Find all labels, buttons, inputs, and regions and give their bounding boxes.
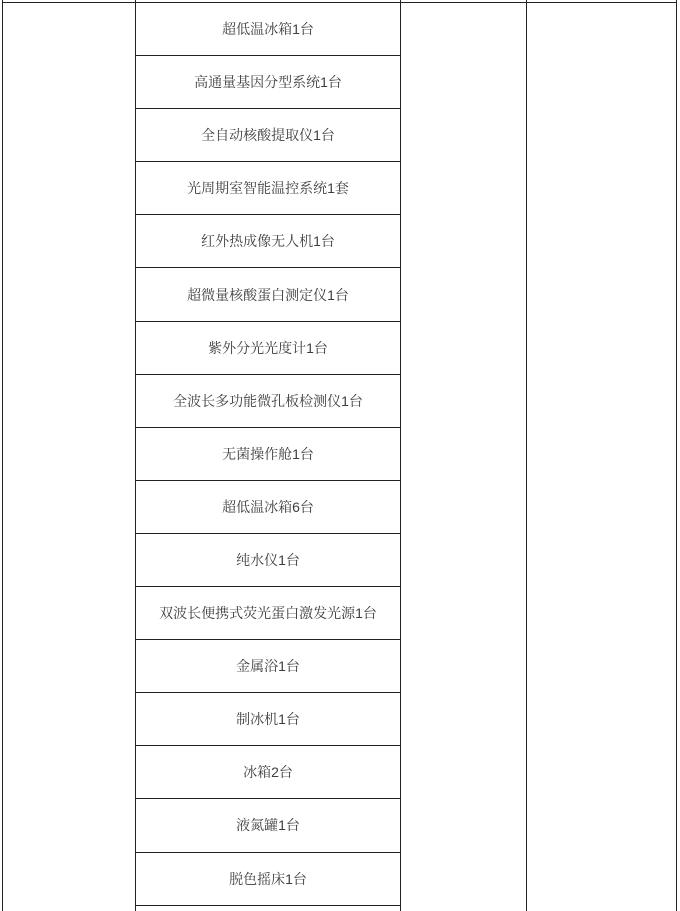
table-row: [136, 322, 400, 375]
table-row: [136, 56, 400, 109]
equipment-label: 超微量核酸蛋白测定仪1台: [187, 286, 349, 303]
table-row: [136, 693, 400, 746]
table-row: [136, 481, 400, 534]
empty-cell-middle: [401, 3, 526, 911]
empty-cell-right: [527, 3, 676, 911]
equipment-label: 金属浴1台: [236, 658, 300, 675]
equipment-label: 超低温冰箱6台: [222, 498, 314, 515]
table-row: [136, 375, 400, 428]
table-row: [136, 162, 400, 215]
table-row: [136, 587, 400, 640]
table-row: [136, 534, 400, 587]
empty-cell-left: [3, 3, 135, 911]
equipment-label: 无菌操作舱1台: [222, 445, 314, 462]
equipment-label: 液氮罐1台: [236, 817, 300, 834]
table-border-right: [676, 0, 677, 911]
table-row: [136, 746, 400, 799]
equipment-column: [136, 3, 400, 911]
table-row: [136, 268, 400, 321]
equipment-label: 超低温冰箱1台: [222, 21, 314, 38]
table-row: [136, 428, 400, 481]
table-row: [136, 215, 400, 268]
table-row-partial: [136, 906, 400, 911]
table-row: [136, 799, 400, 852]
table-row: [136, 640, 400, 693]
equipment-label: 光周期室智能温控系统1套: [187, 180, 349, 197]
table-row: [136, 853, 400, 906]
equipment-label: 紫外分光光度计1台: [208, 339, 328, 356]
table-row: [136, 3, 400, 56]
equipment-label: 高通量基因分型系统1台: [194, 74, 342, 91]
equipment-label: 双波长便携式荧光蛋白激发光源1台: [159, 605, 377, 622]
equipment-label: 脱色摇床1台: [229, 870, 307, 887]
equipment-label: 全波长多功能微孔板检测仪1台: [173, 392, 363, 409]
table-row: [136, 109, 400, 162]
equipment-label: 红外热成像无人机1台: [201, 233, 335, 250]
equipment-label: 冰箱2台: [243, 764, 293, 781]
equipment-label: 制冰机1台: [236, 711, 300, 728]
equipment-label: 全自动核酸提取仪1台: [201, 127, 335, 144]
equipment-label: 纯水仪1台: [236, 551, 300, 568]
